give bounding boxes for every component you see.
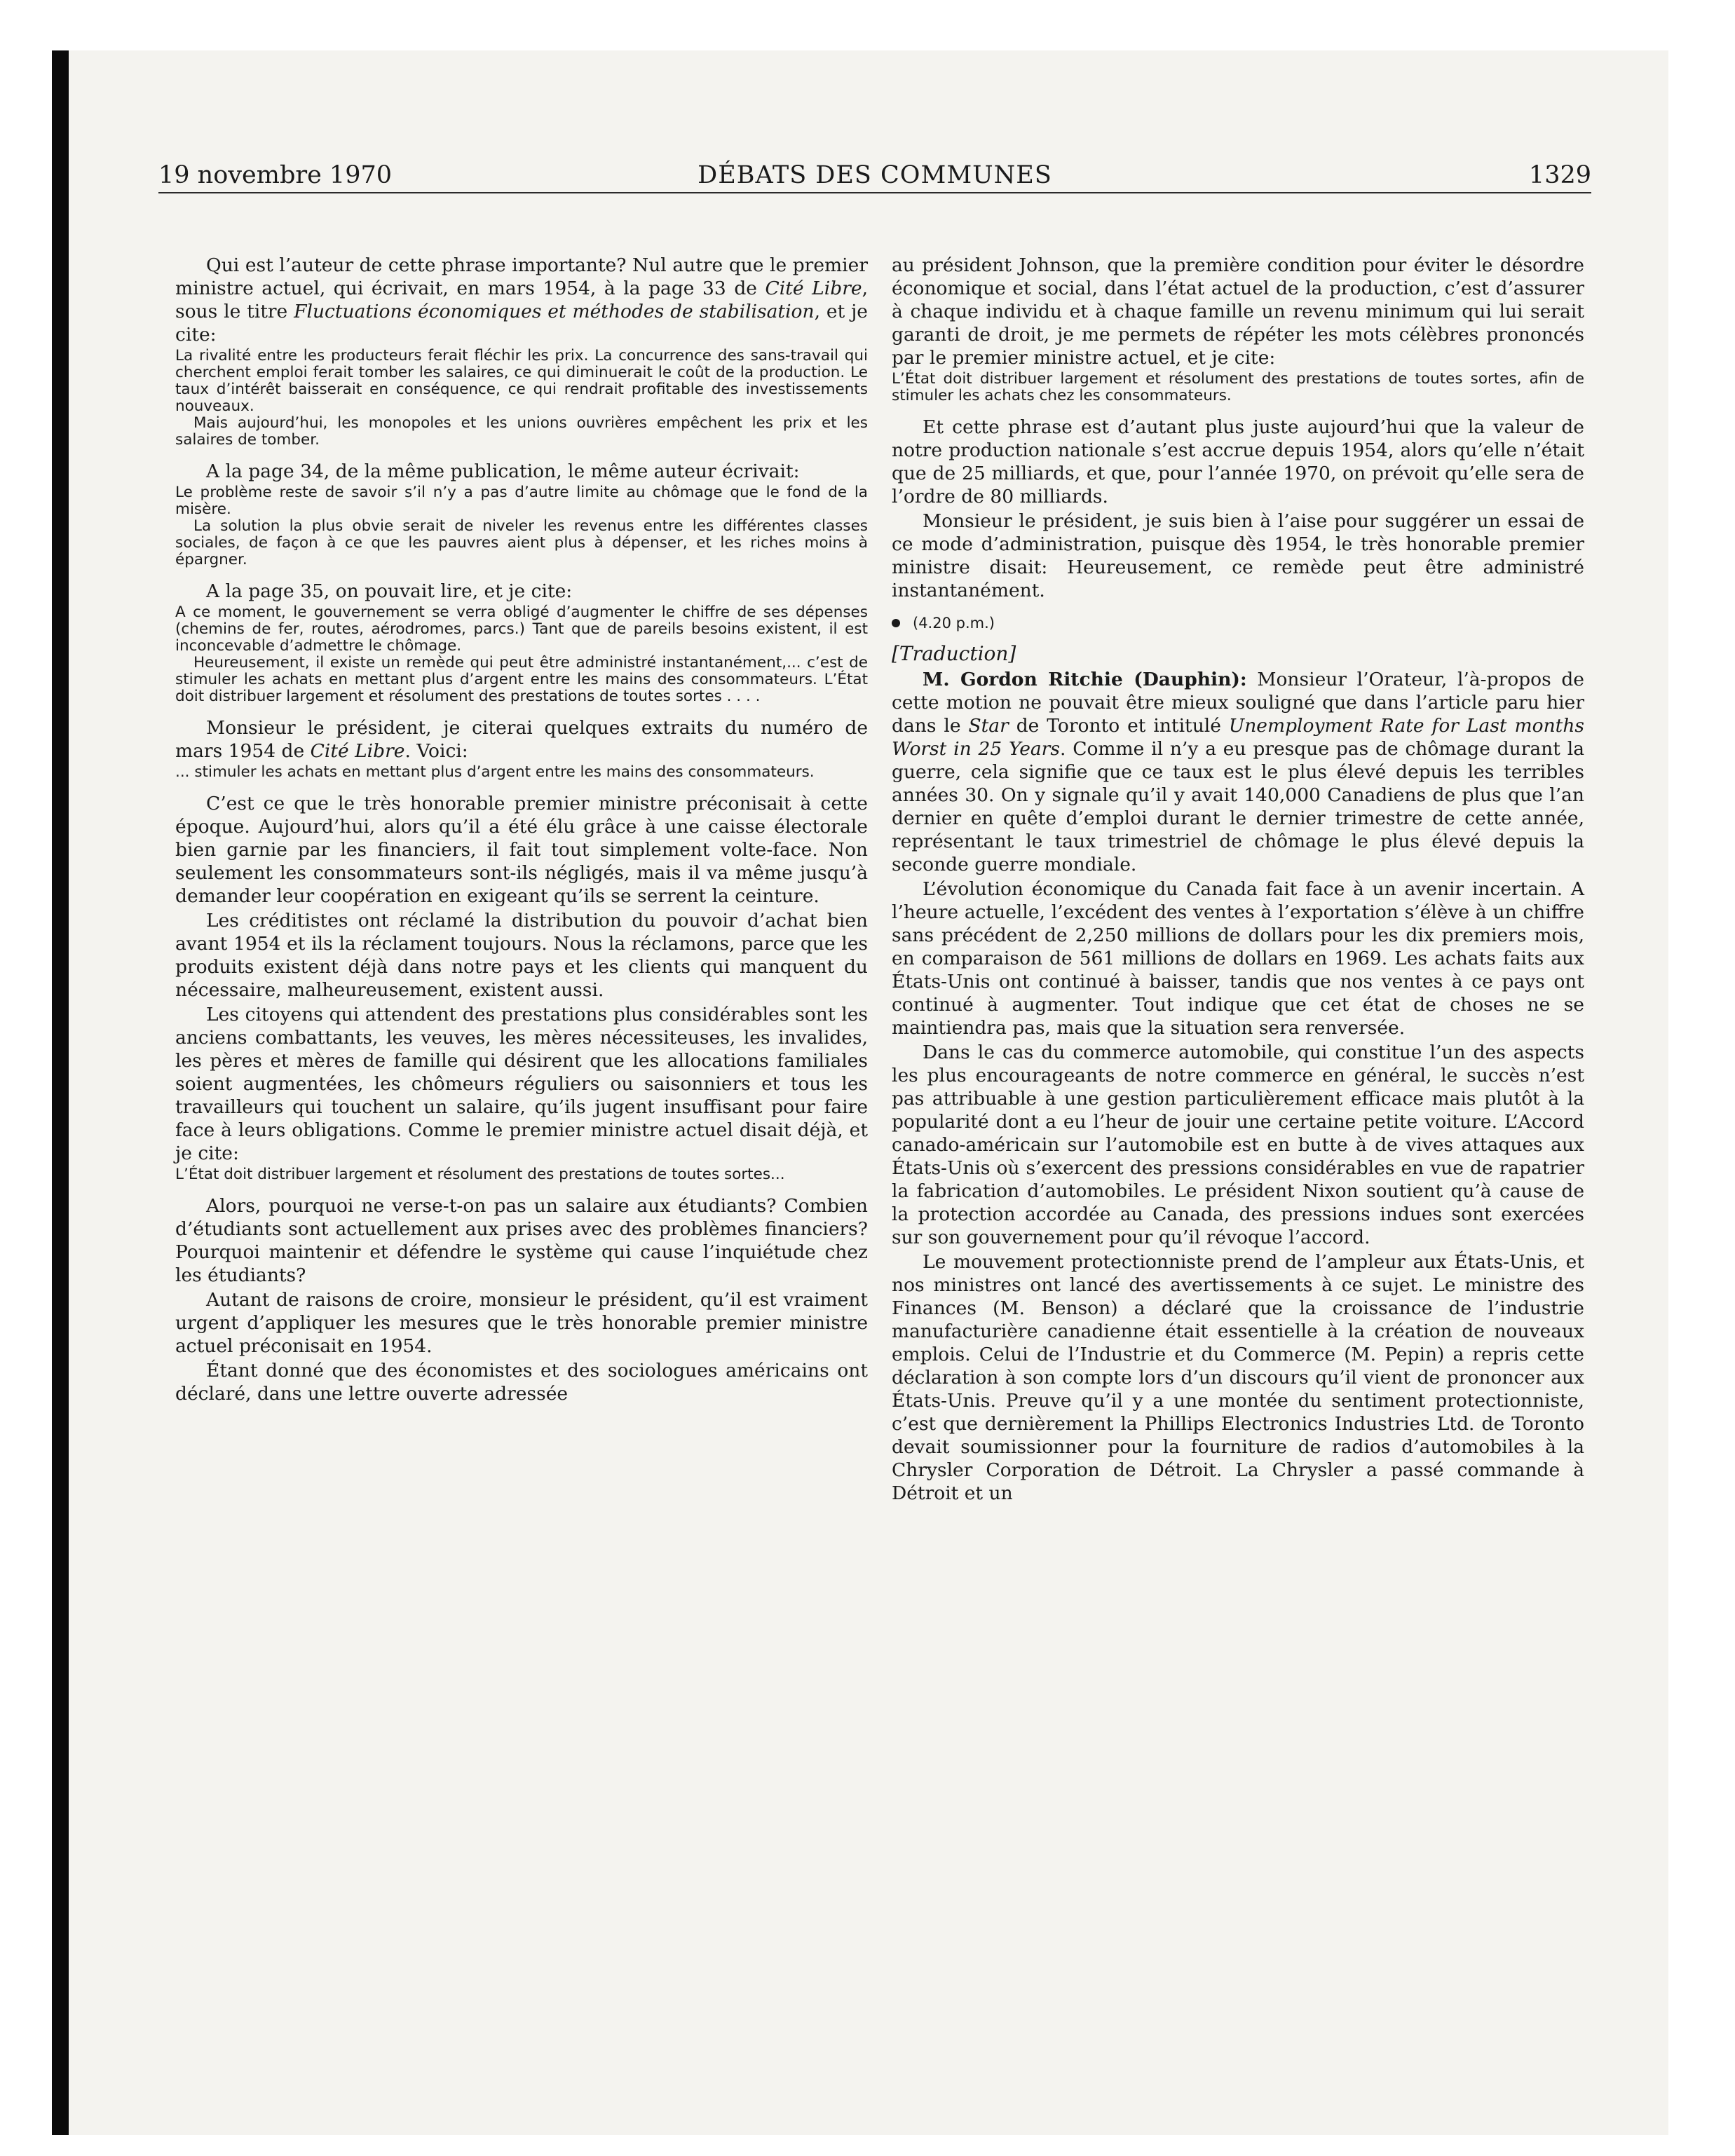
paragraph: Qui est l’auteur de cette phrase importante? Nul autre que le premier ministre actuel, qui écrivait, en mars 1954, à la page 33 de Cité Libre, sous le titre Fluctuations économiques et méthodes de stabilisation, et je cite:: [175, 254, 868, 346]
translation-marker: [Traduction]: [892, 642, 1016, 665]
header-date: 19 novembre 1970: [158, 161, 392, 189]
paragraph: Le mouvement protectionniste prend de l’ampleur aux États-Unis, et nos ministres ont lancé des avertissements à ce sujet. Le ministre des Finances (M. Benson) a déclaré que la croissance de l’industrie manufacturière canadienne était essentielle à la création de nouveaux emplois. Celui de l’Industrie et du Commerce (M. Pepin) a repris cette déclaration à son compte lors d’un discours qu’il vient de prononcer aux États-Unis. Preuve qu’il y a une montée du sentiment protectionniste, c’est que dernièrement la Phillips Electronics Industries Ltd. de Toronto devait soumissionner pour la fourniture de radios d’automobiles à la Chrysler Corporation de Détroit. La Chrysler a passé commande à Détroit et un: [892, 1251, 1584, 1504]
header-title: DÉBATS DES COMMUNES: [698, 161, 1052, 189]
left-column: [175, 254, 868, 1405]
block-quote: L’État doit distribuer largement et résolument des prestations de toutes sortes, afin de stimuler les achats chez les consommateurs.: [892, 370, 1584, 404]
paragraph: L’évolution économique du Canada fait face à un avenir incertain. A l’heure actuelle, l’excédent des ventes à l’exportation s’élève à un chiffre sans précédent de 2,250 millions de dollars pour les dix premiers mois, en comparaison de 561 millions de dollars en 1969. Les achats faits aux États-Unis ont continué à baisser, tandis que nos ventes à ce pays ont continué à augmenter. Tout indique que cet état de choses ne se maintiendra pas, mais que la situation sera renversée.: [892, 878, 1584, 1039]
block-quote: A ce moment, le gouvernement se verra obligé d’augmenter le chiffre de ses dépenses (chemins de fer, routes, aérodromes, parcs.) Tant que de pareils besoins existent, il est inconcevable d’admettre le chômage. Heureusement, il existe un remède qui peut être administré instantanément,... c’est de stimuler les achats en mettant plus d’argent entre les mains des consommateurs. L’État doit distribuer largement et résolument des prestations de toutes sortes . . . .: [175, 603, 868, 705]
right-column: [892, 254, 1584, 1505]
block-quote: Le problème reste de savoir s’il n’y a pas d’autre limite au chômage que le fond de la misère. La solution la plus obvie serait de niveler les revenus entre les différentes classes sociales, de façon à ce que les pauvres aient plus à dépenser, et les riches moins à épargner.: [175, 484, 868, 568]
paragraph: Autant de raisons de croire, monsieur le président, qu’il est vraiment urgent d’appliquer les mesures que le très honorable premier ministre actuel préconisait en 1954.: [175, 1289, 868, 1357]
paragraph: au président Johnson, que la première condition pour éviter le désordre économique et social, dans l’état actuel de la production, c’est d’assurer à chaque individu et à chaque famille un revenu minimum qui lui serait garanti de droit, je me permets de répéter les mots célèbres prononcés par le premier ministre actuel, et je cite:: [892, 254, 1584, 369]
paragraph: Dans le cas du commerce automobile, qui constitue l’un des aspects les plus encourageants de notre commerce en général, le succès n’est pas attribuable à une gestion particulièrement efficace mais plutôt à la popularité dont a eu l’heur de jouir une certaine petite voiture. L’Accord canado-américain sur l’automobile est en butte à de vives attaques aux États-Unis où s’exercent des pressions considérables en vue de rapatrier la fabrication d’automobiles. Le président Nixon soutient qu’à cause de la protection accordée au Canada, des pressions indues sont exercées sur son gouvernement pour qu’il révoque l’accord.: [892, 1042, 1584, 1248]
paragraph: Alors, pourquoi ne verse-t-on pas un salaire aux étudiants? Combien d’étudiants sont actuellement aux prises avec des problèmes financiers? Pourquoi maintenir et défendre le système qui cause l’inquiétude chez les étudiants?: [175, 1195, 868, 1286]
page-header: [158, 156, 1591, 193]
scan-edge-bar: [52, 50, 69, 2135]
block-quote: L’État doit distribuer largement et résolument des prestations de toutes sortes...: [175, 1166, 785, 1183]
paragraph: M. Gordon Ritchie (Dauphin): Monsieur l’Orateur, l’à-propos de cette motion ne pouvait être mieux souligné que dans l’article paru hier dans le Star de Toronto et intitulé Unemployment Rate for Last months Worst in 25 Years. Comme il n’y a eu presque pas de chômage durant la guerre, cela signifie que ce taux est le plus élevé depuis les terribles années 30. On y signale qu’il y avait 140,000 Canadiens de plus que l’an dernier en quête d’emploi durant le dernier trimestre de cette année, représentant le taux trimestriel de chômage le plus élevé depuis la seconde guerre mondiale.: [892, 669, 1584, 875]
paragraph: Monsieur le président, je suis bien à l’aise pour suggérer un essai de ce mode d’administration, puisque dès 1954, le très honorable premier ministre disait: Heureusement, ce remède peut être administré instantanément.: [892, 510, 1584, 601]
paragraph: A la page 35, on pouvait lire, et je cite:: [206, 580, 573, 602]
paragraph: Les citoyens qui attendent des prestations plus considérables sont les anciens combattants, les veuves, les mères nécessiteuses, les invalides, les pères et mères de famille qui désirent que les allocations familiales soient augmentées, les chômeurs réguliers ou saisonniers et tous les travailleurs qui touchent un salaire, qu’ils jugent insuffisant pour faire face à leurs obligations. Comme le premier ministre actuel disait déjà, et je cite:: [175, 1004, 868, 1164]
paragraph: Les créditistes ont réclamé la distribution du pouvoir d’achat bien avant 1954 et ils la réclament toujours. Nous la réclamons, parce que les produits existent déjà dans notre pays et les clients qui manquent du nécessaire, malheureusement, existent aussi.: [175, 910, 868, 1001]
paragraph: Et cette phrase est d’autant plus juste aujourd’hui que la valeur de notre production nationale s’est accrue depuis 1954, alors qu’elle n’était que de 25 milliards, et que, pour l’année 1970, on prévoit qu’elle sera de l’ordre de 80 milliards.: [892, 416, 1584, 507]
block-quote: ... stimuler les achats en mettant plus d’argent entre les mains des consommateurs.: [175, 763, 815, 781]
bullet-icon: [892, 619, 900, 627]
block-quote: La rivalité entre les producteurs ferait fléchir les prix. La concurrence des sans-travail qui cherchent emploi ferait tomber les salaires, ce qui diminuerait le coût de la production. Le taux d’intérêt baisserait en conséquence, ce qui rendrait profitable des investissements nouveaux. Mais aujourd’hui, les monopoles et les unions ouvrières empêchent les prix et les salaires de tomber.: [175, 347, 868, 449]
paragraph: Monsieur le président, je citerai quelques extraits du numéro de mars 1954 de Cité Libre. Voici:: [175, 717, 868, 762]
paragraph: Étant donné que des économistes et des sociologues américains ont déclaré, dans une lettre ouverte adressée: [175, 1360, 868, 1405]
time-stamp: (4.20 p.m.): [892, 612, 1584, 635]
paragraph: A la page 34, de la même publication, le même auteur écrivait:: [206, 460, 800, 482]
paragraph: C’est ce que le très honorable premier ministre préconisait à cette époque. Aujourd’hui, alors qu’il a été élu grâce à une caisse électorale bien garnie par les financiers, il fait tout simplement volte-face. Non seulement les consommateurs sont-ils négligés, mais il va même jusqu’à demander leur coopération en exigeant qu’ils se serrent la ceinture.: [175, 793, 868, 907]
speaker-name: M. Gordon Ritchie (Dauphin):: [923, 669, 1247, 690]
page-number: 1329: [1528, 161, 1591, 189]
